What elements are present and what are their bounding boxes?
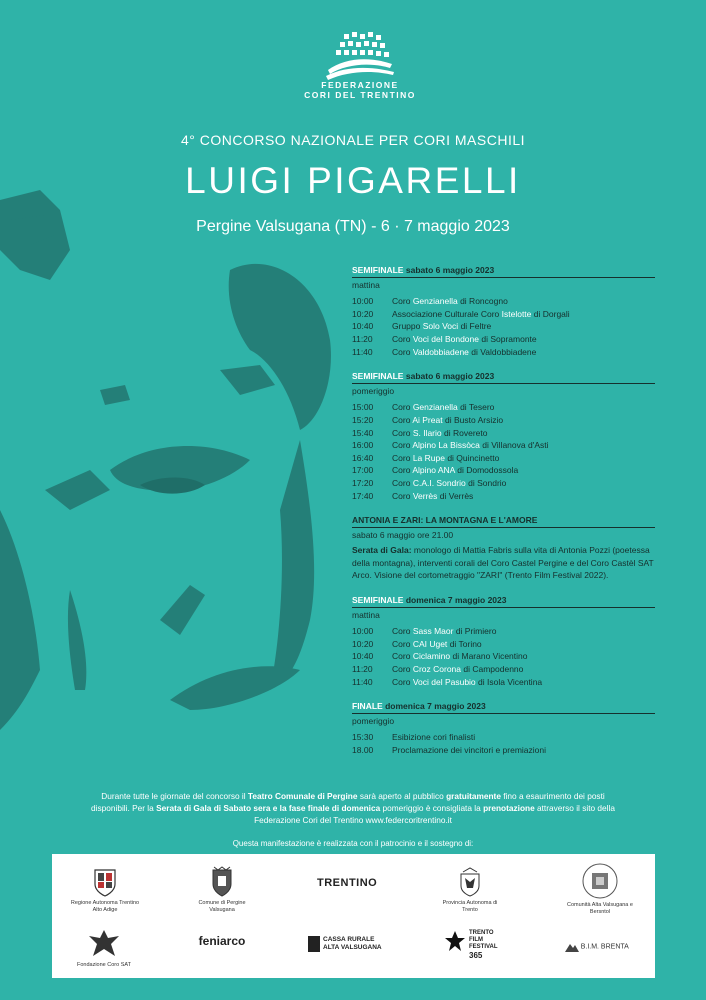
page-title: LUIGI PIGARELLI xyxy=(185,160,521,201)
sponsor-cassa-rurale: CASSA RURALE ALTA VALSUGANA xyxy=(308,936,398,952)
contest-subtitle: 4° CONCORSO NAZIONALE PER CORI MASCHILI xyxy=(180,132,526,148)
sponsor-trentino: TRENTINO xyxy=(317,877,378,889)
gala-description: Serata di Gala: monologo di Mattia Fabris sulla vita di Antonia Pozzi (poetessa della montagna), interventi corali del Coro Castel Pergine e del Coro Castèl SAT Arco. Visione del cortometraggio "ZARI" (Trento Film Festival 2022). xyxy=(352,545,654,581)
schedule-row: 18.00 Proclamazione dei vincitori e premiazioni xyxy=(352,745,547,755)
schedule-row: 10:00 Coro Genzianella di Roncogno xyxy=(352,296,508,307)
program-schedule xyxy=(352,264,655,769)
logo-line-2: CORI DEL TRENTINO xyxy=(304,90,416,100)
schedule-row: 16:40 Coro La Rupe di Quincinetto xyxy=(352,452,500,463)
choir-figures-logo-icon xyxy=(324,30,396,80)
sponsor-provincia: Provincia Autonoma di Trento xyxy=(435,866,505,913)
sponsor-title: Questa manifestazione è realizzata con il patrocinio e il sostegno di: xyxy=(232,839,474,848)
place-date: Pergine Valsugana (TN) - 6 · 7 maggio 2023 xyxy=(196,218,510,235)
schedule-row: 15:20 Coro Ai Preat di Busto Arsizio xyxy=(352,414,504,425)
portrait-silhouette xyxy=(0,190,340,750)
section-heading: SEMIFINALE sabato 6 maggio 2023 xyxy=(352,264,655,278)
schedule-row: 10:40 Gruppo Solo Voci di Feltre xyxy=(352,321,492,332)
regione-crest-icon xyxy=(93,868,117,898)
section-heading: SEMIFINALE domenica 7 maggio 2023 xyxy=(352,594,655,608)
provincia-crest-icon xyxy=(459,866,481,898)
schedule-row: 11:40 Coro Voci del Pasubio di Isola Vicentina xyxy=(352,676,543,687)
section-heading: ANTONIA E ZARI: LA MONTAGNA E L'AMORE xyxy=(352,514,655,528)
section-heading: FINALE domenica 7 maggio 2023 xyxy=(352,700,655,714)
schedule-row: 15:00 Coro Genzianella di Tesero xyxy=(352,402,495,413)
footer-note: Durante tutte le giornate del concorso il Teatro Comunale di Pergine sarà aperto al pubblico gratuitamente fino a esaurimento dei posti disponibili. Per la Serata di Gala di Sabato sera e la fase finale di domenica pomeriggio è consigliata la prenotazione attraverso il sito della Federazione Cori del Trentino www.federcoritrentino.it xyxy=(91,791,615,825)
sponsor-feniarco: feniarco xyxy=(198,934,246,948)
federazione-logo xyxy=(300,30,420,105)
sponsor-comunita: Comunità Alta Valsugana e Bersntol xyxy=(560,862,640,915)
star-icon xyxy=(444,930,466,952)
sponsor-bim-brenta: B.I.M. BRENTA xyxy=(557,942,637,952)
schedule-row: 11:20 Coro Croz Corona di Campodenno xyxy=(352,664,524,675)
section-period: mattina xyxy=(352,279,380,290)
cassa-rurale-icon xyxy=(308,936,320,952)
schedule-row: 10:20 Associazione Culturale Coro Istelotte di Dorgali xyxy=(352,308,570,319)
section-semifinale-sabato-pomeriggio xyxy=(352,370,655,502)
section-semifinale-sabato-mattina xyxy=(352,264,655,358)
section-heading: SEMIFINALE sabato 6 maggio 2023 xyxy=(352,370,655,384)
schedule-row: 17:20 Coro C.A.I. Sondrio di Sondrio xyxy=(352,477,507,488)
sat-eagle-icon xyxy=(87,926,121,960)
schedule-row: 10:20 Coro CAI Uget di Torino xyxy=(352,638,482,649)
section-serata-gala xyxy=(352,514,655,582)
section-finale xyxy=(352,700,655,756)
sponsor-trento-film-festival: TRENTO FILM FESTIVAL 365 xyxy=(444,930,514,960)
schedule-row: 11:20 Coro Voci del Bondone di Sopramonte xyxy=(352,333,537,344)
section-period: pomeriggio xyxy=(352,385,395,396)
section-period: mattina xyxy=(352,609,380,620)
sponsor-comune: Comune di Pergine Valsugana xyxy=(187,866,257,913)
schedule-row: 11:40 Coro Valdobbiadene di Valdobbiadene xyxy=(352,346,537,357)
schedule-row: 10:00 Coro Sass Maor di Primiero xyxy=(352,626,497,637)
sponsor-regione: Regione Autonoma Trentino Alto Adige xyxy=(70,868,140,913)
logo-line-1: FEDERAZIONE xyxy=(321,80,399,90)
section-date: sabato 6 maggio ore 21.00 xyxy=(352,529,454,540)
schedule-row: 17:40 Coro Verrès di Verrès xyxy=(352,490,474,501)
schedule-row: 15:40 Coro S. Ilario di Rovereto xyxy=(352,427,488,438)
section-period: pomeriggio xyxy=(352,715,395,726)
comune-crest-icon xyxy=(210,866,234,898)
schedule-row: 17:00 Coro Alpino ANA di Domodossola xyxy=(352,465,519,476)
schedule-row: 15:30 Esibizione cori finalisti xyxy=(352,732,476,743)
comunita-crest-icon xyxy=(581,862,619,900)
section-semifinale-domenica xyxy=(352,594,655,688)
sponsor-panel xyxy=(52,854,655,978)
schedule-row: 16:00 Coro Alpino La Bissòca di Villanova d'Asti xyxy=(352,440,549,451)
sponsor-sat: Fondazione Coro SAT xyxy=(74,926,134,969)
bim-brenta-icon xyxy=(565,942,579,952)
schedule-row: 10:40 Coro Ciclamino di Marano Vicentino xyxy=(352,651,528,662)
